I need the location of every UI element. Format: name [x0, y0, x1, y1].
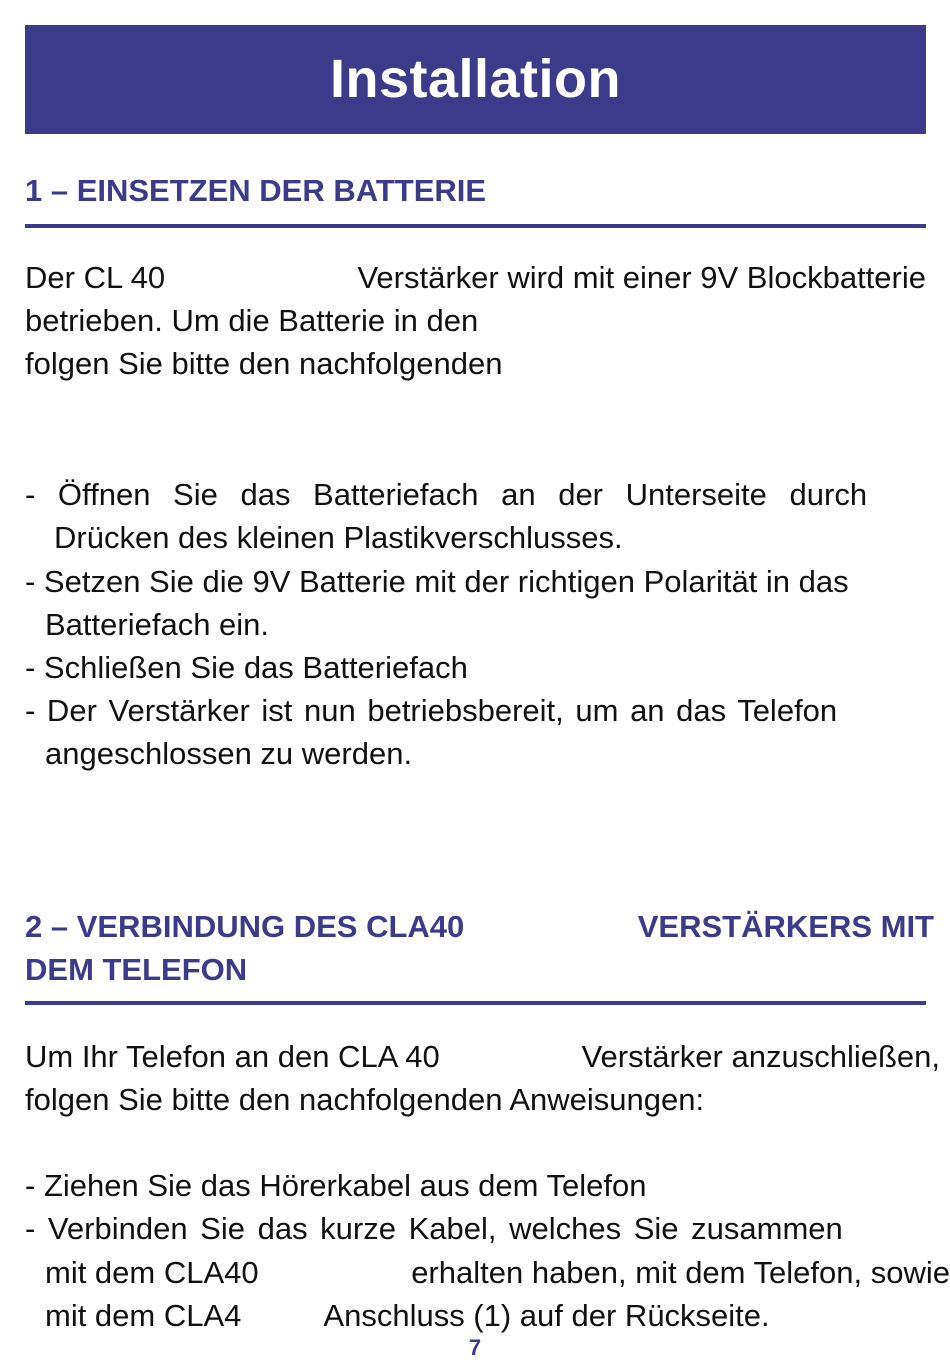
section-2-heading-part-a: 2 – VERBINDUNG DES CLA40 — [25, 909, 465, 944]
intro-line-1 — [25, 256, 926, 299]
s2-step-2-line-1: - Verbinden Sie das kurze Kabel, welches Sie zusammen — [25, 1211, 843, 1246]
step-2-line-1: - Setzen Sie die 9V Batterie mit der richtigen Polarität in das — [25, 564, 849, 599]
step-1-line-1 — [25, 473, 924, 516]
page-number: 7 — [468, 1335, 482, 1360]
s2-step-2-line-3-part-a: mit dem CLA4 — [45, 1298, 242, 1333]
page-title: Installation — [329, 49, 622, 109]
s2-step-1-line-1: - Ziehen Sie das Hörerkabel aus dem Telefon — [25, 1168, 647, 1203]
step-4-line-1: - Der Verstärker ist nun betriebsbereit, um an das Telefon — [25, 693, 838, 728]
section-2-intro-line-2: folgen Sie bitte den nachfolgenden Anweisungen: — [25, 1082, 705, 1117]
s2-step-2-line-3-part-b: Anschluss (1) auf der Rückseite. — [323, 1298, 770, 1333]
step-2-line-2: Batteriefach ein. — [45, 607, 270, 642]
step-3-line-1: - Schließen Sie das Batteriefach — [25, 650, 468, 685]
step-1-line-2: Drücken des kleinen Plastikverschlusses. — [54, 520, 623, 555]
section-2-heading-line-1 — [25, 905, 934, 948]
intro-line-1-part-b: Verstärker wird mit einer 9V Blockbatterie — [357, 260, 926, 295]
section-2-intro-line-1-part-a: Um Ihr Telefon an den CLA 40 — [25, 1039, 440, 1074]
s2-step-2-line-2-part-b: erhalten haben, mit dem Telefon, sowie — [411, 1255, 950, 1290]
intro-line-2: betrieben. Um die Batterie in den — [25, 303, 479, 338]
section-1-heading: 1 – EINSETZEN DER BATTERIE — [25, 173, 487, 208]
s2-step-2-line-2 — [45, 1251, 950, 1294]
page-title-banner — [25, 25, 926, 134]
s2-step-2-line-3 — [45, 1294, 770, 1337]
section-2-intro-line-1-part-b: Verstärker anzuschließen, — [581, 1039, 940, 1074]
section-2-heading-part-b: VERSTÄRKERS MIT — [637, 909, 934, 944]
step-4-line-2: angeschlossen zu werden. — [45, 736, 413, 771]
section-2-heading-line-2: DEM TELEFON — [25, 952, 248, 987]
section-2-intro-line-1 — [25, 1035, 940, 1078]
intro-line-3: folgen Sie bitte den nachfolgenden — [25, 346, 503, 381]
section-1-divider — [25, 224, 926, 228]
s2-step-2-line-2-part-a: mit dem CLA40 — [45, 1255, 259, 1290]
step-1-line-1-text: - Öffnen Sie das Batteriefach an der Unterseite durch — [25, 477, 868, 512]
section-2-divider — [25, 1001, 926, 1005]
intro-line-1-part-a: Der CL 40 — [25, 260, 166, 295]
